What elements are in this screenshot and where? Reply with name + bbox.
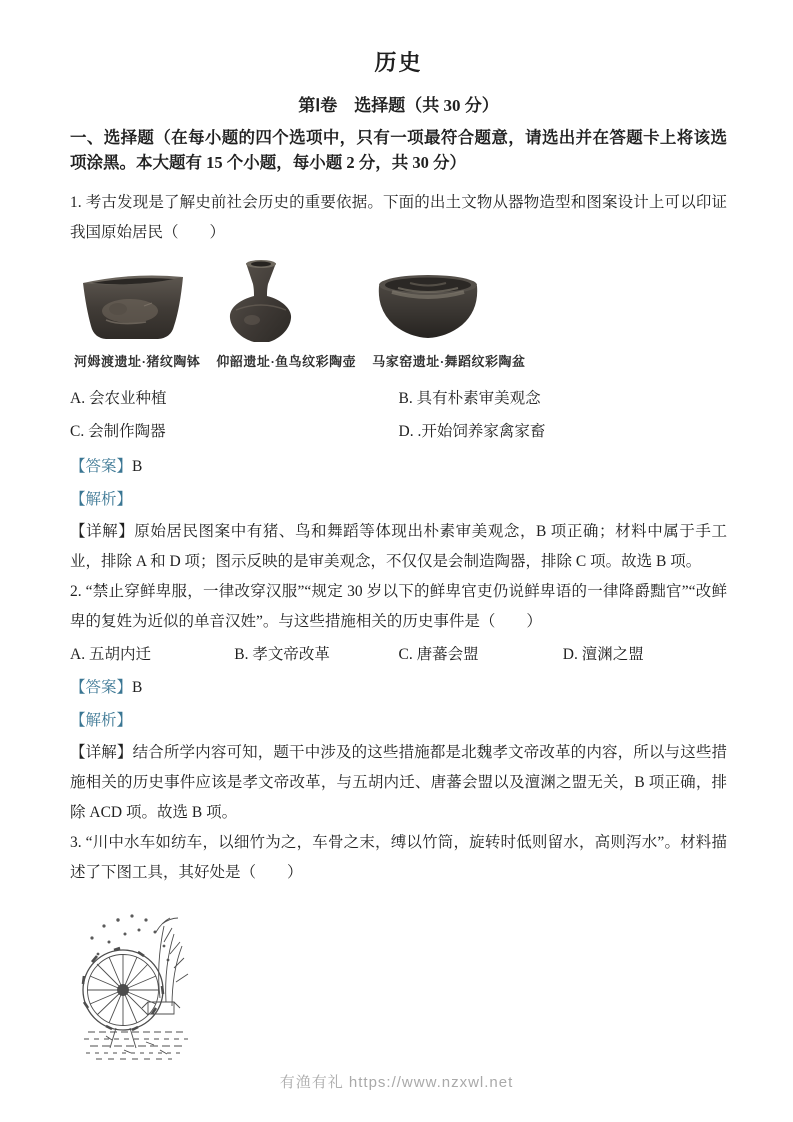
answer-label: 【答案】 <box>70 679 133 696</box>
question-1-option-b: B. 具有朴素审美观念 <box>398 390 541 407</box>
answer-value: B <box>132 458 143 475</box>
question-1-analysis-label: 【解析】 <box>70 491 133 508</box>
artifact-figure-majiayao <box>372 266 525 370</box>
artifact-figure-yangshao <box>216 258 356 370</box>
question-1-answer <box>70 452 727 482</box>
question-2-options <box>70 640 727 670</box>
part-title: 第Ⅰ卷 选择题（共 30 分） <box>298 96 499 115</box>
answer-value: B <box>132 679 143 696</box>
fish-bird-pottery-pot-image <box>216 258 306 346</box>
artifact-caption-yangshao: 仰韶遗址·鱼鸟纹彩陶壶 <box>216 354 357 369</box>
question-1-options <box>70 382 727 448</box>
question-3-number: 3. <box>70 834 82 851</box>
question-2-detail: 【详解】结合所学内容可知，题干中涉及的这些措施都是北魏孝文帝改革的内容，所以与这些措施相关的历史事件应该是孝文帝改革，与五胡内迁、唐蕃会盟以及澶渊之盟无关，B 项正确，排除 ACD 项。故选 B 项。 <box>70 744 727 821</box>
question-2-answer <box>70 673 727 703</box>
question-1-number: 1. <box>70 194 82 211</box>
question-2-option-c: C. 唐蕃会盟 <box>398 646 479 663</box>
question-1-detail: 【详解】原始居民图案中有猪、鸟和舞蹈等体现出朴素审美观念，B 项正确；材料中属于手工业，排除 A 和 D 项；图示反映的是审美观念，不仅仅是会制造陶器，排除 C 项。故选 B 项。 <box>70 523 727 570</box>
waterwheel-figure <box>76 902 727 1064</box>
question-2-number: 2. <box>70 583 82 600</box>
question-1 <box>70 188 727 577</box>
question-2-option-d: D. 澶渊之盟 <box>562 646 644 663</box>
doc-title: 历史 <box>374 50 423 75</box>
artifact-figures <box>74 258 727 370</box>
section-instructions: 一、选择题（在每小题的四个选项中，只有一项最符合题意，请选出并在答题卡上将该选项涂黑。本大题有 15 个小题，每小题 2 分，共 30 分） <box>70 128 727 172</box>
artifact-caption-hemudu: 河姆渡遗址·猪纹陶钵 <box>74 354 201 369</box>
detail-label: 【详解】 <box>70 744 133 761</box>
footer-watermark: 有渔有礼 https://www.nzxwl.net <box>279 1074 514 1091</box>
question-3 <box>70 828 727 1064</box>
artifact-caption-majiayao: 马家窑遗址·舞蹈纹彩陶盆 <box>372 354 526 369</box>
dance-pattern-pottery-basin-image <box>372 266 484 346</box>
question-1-stem: 1. 考古发现是了解史前社会历史的重要依据。下面的出土文物从器物造型和图案设计上可以印证我国原始居民（ ） <box>70 194 727 241</box>
pig-pattern-pottery-bowl-image <box>74 268 192 346</box>
question-2-analysis-label: 【解析】 <box>70 712 133 729</box>
question-1-option-d: D. .开始饲养家禽家畜 <box>398 423 546 440</box>
question-3-stem: 3. “川中水车如纺车，以细竹为之，车骨之末，缚以竹筒，旋转时低则留水，高则泻水”。材料描述了下图工具，其好处是（ ） <box>70 834 727 881</box>
waterwheel-line-drawing-image <box>76 902 198 1064</box>
question-2-stem: 2. “禁止穿鲜卑服，一律改穿汉服”“规定 30 岁以下的鲜卑官吏仍说鲜卑语的一律降爵黜官”“改鲜卑的复姓为近似的单音汉姓”。与这些措施相关的历史事件是（ ） <box>70 583 727 630</box>
detail-label: 【详解】 <box>70 523 135 540</box>
question-1-option-c: C. 会制作陶器 <box>70 423 166 440</box>
answer-label: 【答案】 <box>70 458 133 475</box>
question-1-option-a: A. 会农业种植 <box>70 390 167 407</box>
question-2-option-b: B. 孝文帝改革 <box>234 646 330 663</box>
question-2-option-a: A. 五胡内迁 <box>70 646 151 663</box>
artifact-figure-hemudu <box>74 268 200 370</box>
question-2 <box>70 577 727 828</box>
